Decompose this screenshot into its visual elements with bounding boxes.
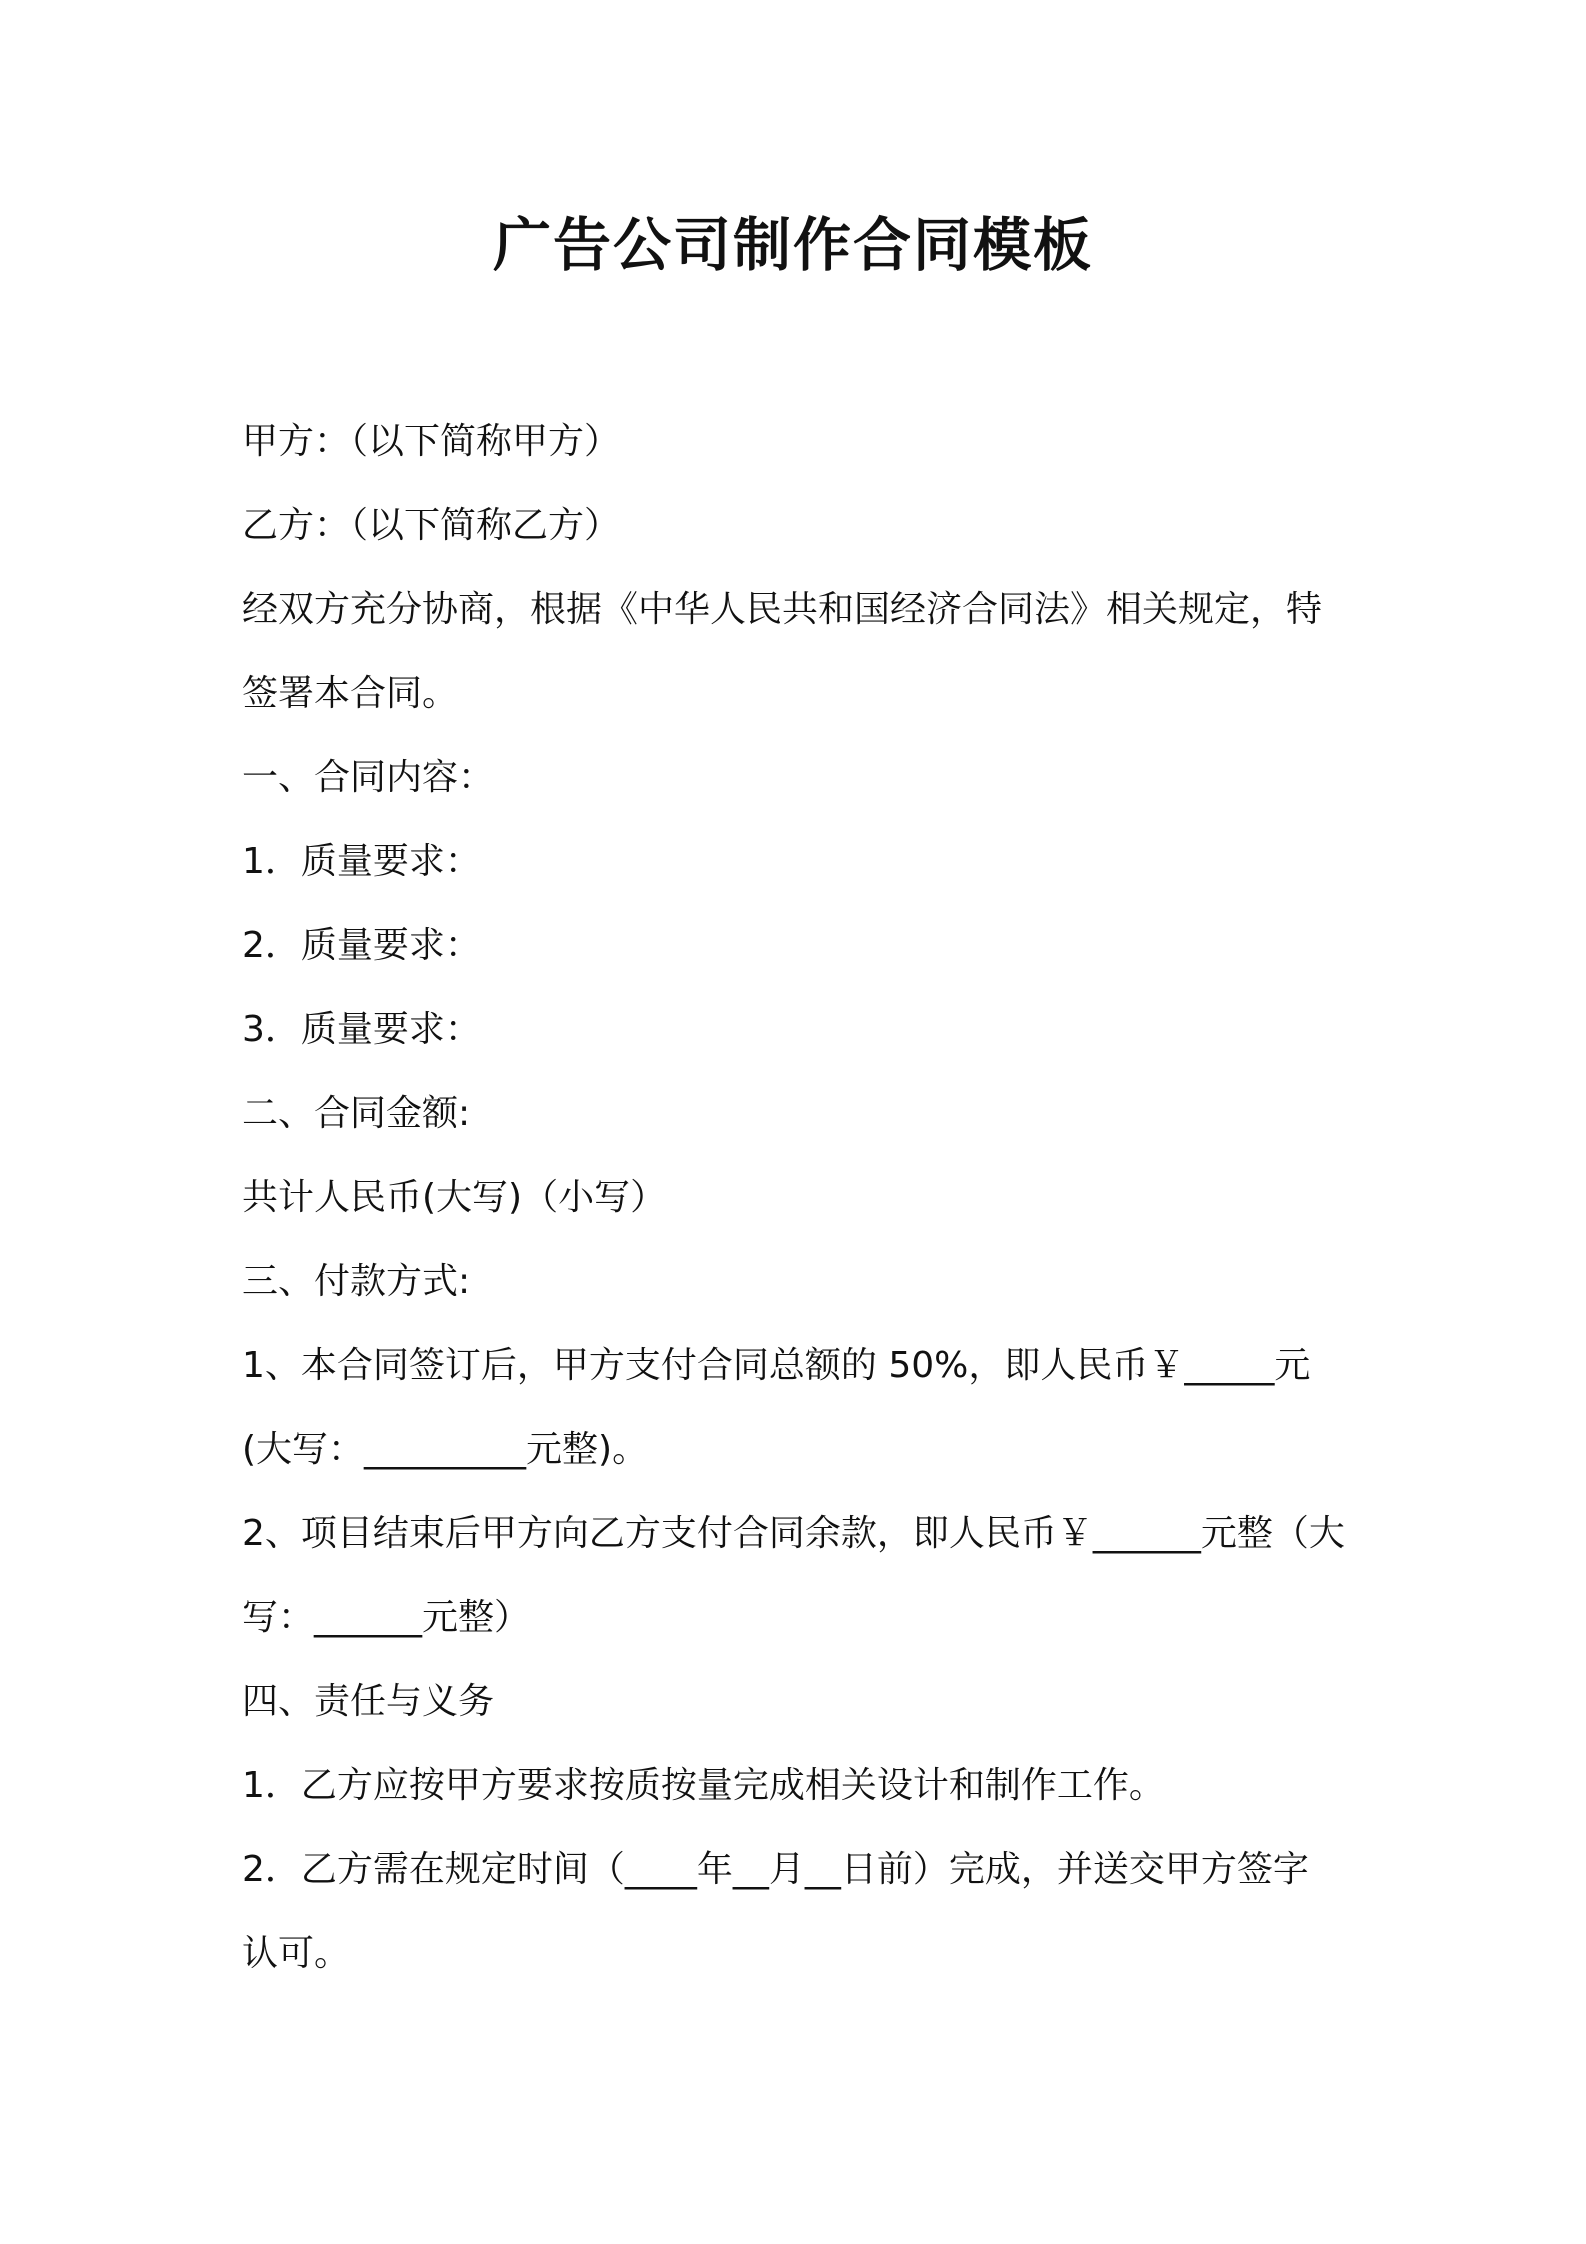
section-heading-content: 一、合同内容：	[242, 757, 495, 798]
section-heading-payment: 三、付款方式:	[242, 1261, 471, 1302]
duty-2-line-1: 2．乙方需在规定时间（____年__月__日前）完成，并送交甲方签字	[242, 1849, 1309, 1890]
payment-term-1-line-1: 1、本合同签订后，甲方支付合同总额的 50%，即人民币￥_____元	[242, 1345, 1311, 1386]
quality-requirement-1: 1．质量要求：	[242, 841, 481, 882]
duty-1: 1．乙方应按甲方要求按质按量完成相关设计和制作工作。	[242, 1765, 1165, 1806]
quality-requirement-3: 3．质量要求：	[242, 1009, 481, 1050]
contract-body	[242, 400, 1352, 1996]
section-heading-duties: 四、责任与义务	[242, 1681, 495, 1722]
quality-requirement-2: 2．质量要求：	[242, 925, 481, 966]
payment-term-1-line-2: (大写：_________元整)。	[242, 1429, 649, 1470]
preamble-line-1: 经双方充分协商，根据《中华人民共和国经济合同法》相关规定，特	[242, 589, 1323, 630]
payment-term-2-line-2: 写：______元整）	[242, 1597, 531, 1638]
party-a-line: 甲方：（以下简称甲方）	[242, 421, 621, 462]
document-title: 广告公司制作合同模板	[492, 211, 1093, 279]
payment-term-2-line-1: 2、项目结束后甲方向乙方支付合同余款，即人民币￥______元整（大	[242, 1513, 1345, 1554]
party-b-line: 乙方：（以下简称乙方）	[242, 505, 621, 546]
preamble-line-2: 签署本合同。	[242, 673, 459, 714]
section-heading-amount: 二、合同金额:	[242, 1093, 471, 1134]
amount-line: 共计人民币(大写)（小写）	[242, 1177, 667, 1218]
duty-2-line-2: 认可。	[242, 1933, 351, 1974]
